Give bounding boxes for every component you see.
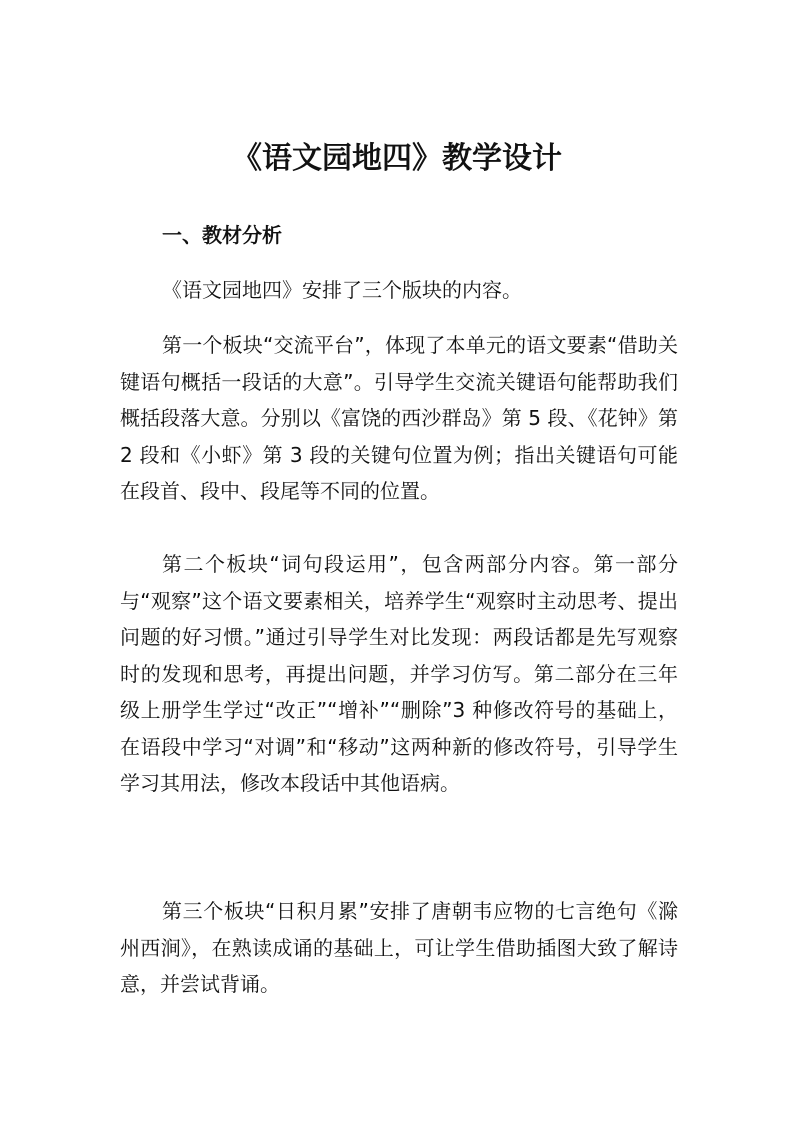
paragraph-intro: 《语文园地四》安排了三个版块的内容。 bbox=[162, 278, 522, 302]
section-heading: 一、教材分析 bbox=[162, 223, 282, 247]
paragraph-section-two: 第二个板块“词句段运用”，包含两部分内容。第一部分与“观察”这个语文要素相关，培养学生“观察时主动思考、提出问题的好习惯。”通过引导学生对比发现：两段话都是先写观察时的发现和思考，再提出问题，并学习仿写。第二部分在三年级上册学生学过“改正”“增补”“删除”3 种修改符号的基础上，在语段中学习“对调”和“移动”这两种新的修改符号，引导学生学习其用法，修改本段话中其他语病。 bbox=[120, 552, 678, 795]
paragraph-section-one: 第一个板块“交流平台”，体现了本单元的语文要素“借助关键语句概括一段话的大意”。引导学生交流关键语句能帮助我们概括段落大意。分别以《富饶的西沙群岛》第 5 段、《花钟》第 2 段和《小虾》第 3 段的关键句位置为例；指出关键语句可能在段首、段中、段尾等不同的位置。 bbox=[120, 333, 678, 503]
document-title: 《语文园地四》教学设计 bbox=[232, 141, 562, 176]
paragraph-section-three: 第三个板块“日积月累”安排了唐朝韦应物的七言绝句《滁州西涧》，在熟读成诵的基础上，可让学生借助插图大致了解诗意，并尝试背诵。 bbox=[120, 899, 678, 996]
